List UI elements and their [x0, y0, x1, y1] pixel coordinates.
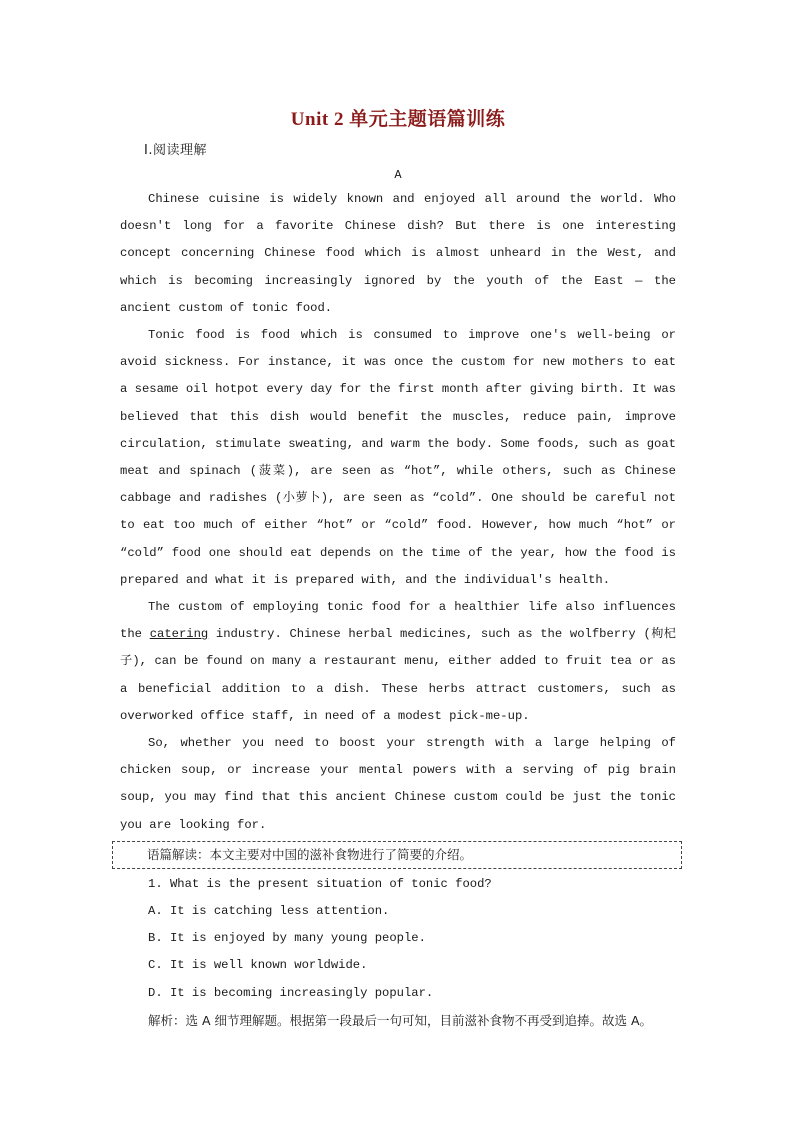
- paragraph-1: Chinese cuisine is widely known and enjoyed all around the world. Who doesn't long for a favorite Chinese dish? But there is one interesting concept concerning Chinese food which is almost unheard in the West, and which is becoming increasingly ignored by the youth of the East — the ancient custom of tonic food.: [120, 192, 676, 315]
- document-page: [120, 100, 676, 1034]
- paragraph-4: So, whether you need to boost your strength with a large helping of chicken soup, or increase your mental powers with a serving of pig brain soup, you may find that this ancient Chinese custom could be just the tonic you are looking for.: [120, 736, 676, 832]
- summary-row: [120, 839, 676, 871]
- paragraph-3-end: industry. Chinese herbal medicines, such as the wolfberry (枸杞子), can be found on many a restaurant menu, either added to fruit tea or as a beneficial addition to a dish. These herbs attract customers, such as overworked office staff, in need of a modest pick-me-up.: [120, 627, 676, 723]
- question-block: [120, 871, 676, 1007]
- option-d: D. It is becoming increasingly popular.: [148, 985, 434, 1000]
- summary-box: 语篇解读：本文主要对中国的滋补食物进行了简要的介绍。: [112, 841, 682, 869]
- option-b: B. It is enjoyed by many young people.: [148, 931, 426, 946]
- option-c: C. It is well known worldwide.: [148, 958, 368, 973]
- paragraph-3: [120, 594, 676, 730]
- paragraph-3-start: The custom of employing tonic food for a healthier life also influences the: [120, 600, 676, 642]
- underlined-word: catering: [149, 627, 209, 642]
- question-stem: 1. What is the present situation of tonic food?: [148, 876, 492, 891]
- answer-analysis: 解析：选 A 细节理解题。根据第一段最后一句可知，目前滋补食物不再受到追捧。故选 A。: [148, 1012, 653, 1028]
- page-title: Unit 2 单元主题语篇训练: [290, 109, 506, 130]
- passage-label: A: [394, 168, 402, 182]
- section-heading: Ⅰ.阅读理解: [144, 143, 207, 158]
- paragraph-2: Tonic food is food which is consumed to improve one's well-being or avoid sickness. For instance, it was once the custom for new mothers to eat a sesame oil hotpot every day for the first month after giving birth. It was believed that this dish would benefit the muscles, reduce pain, improve circulation, stimulate sweating, and warm the body. Some foods, such as goat meat and spinach (菠菜), are seen as “hot”, while others, such as Chinese cabbage and radishes (小萝卜), are seen as “cold”. One should be careful not to eat too much of either “hot” or “cold” food. However, how much “hot” or “cold” food one should eat depends on the time of the year, how the food is prepared and what it is prepared with, and the individual's health.: [120, 328, 676, 587]
- option-a: A. It is catching less attention.: [148, 904, 390, 919]
